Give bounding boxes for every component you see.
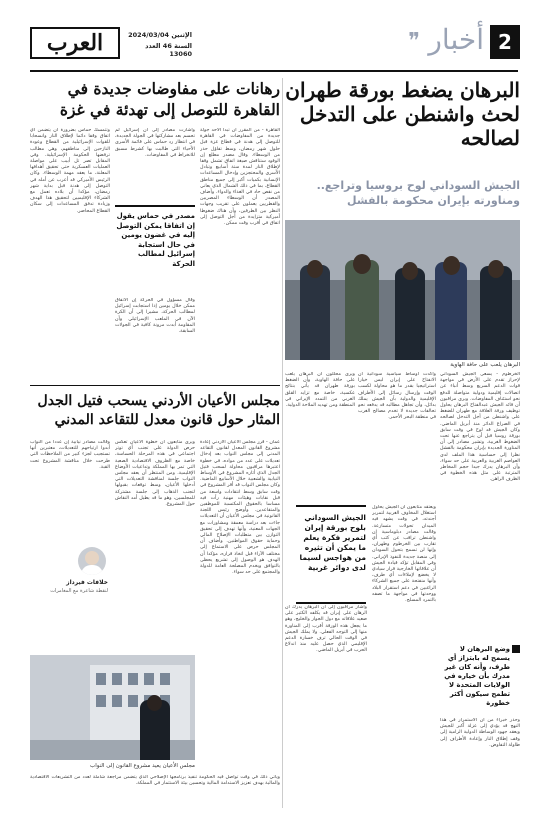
cairo-pull-quote: مصدر في حماس يقول إن اتفاقا يمكن التوصل إليه في غضون يومين في حال استجابة إسرائيل لمطالب الحركة (116, 212, 195, 268)
author-name: خلافات فيرداز (66, 579, 108, 586)
cairo-body-col-4: وقال مسؤول في الحركة إن الاتفاق ممكن خلال يومين إذا استجابت إسرائيل لمطالب الحركة، مشيرا إلى أن الكرة الآن في الملعب الإسرائيلي وأن المقاومة أبدت مرونة كافية في الجولات السابقة. (115, 298, 195, 335)
cairo-headline: رهانات على مفاوضات جديدة في القاهرة للتوصل إلى تهدئة في غزة (59, 79, 280, 119)
logo-text: العرب (46, 30, 104, 56)
lead-body-col-3: ويرى محللون أن البرهان يلعب على حافة الهاوية، وأن الضغط بورقة طهران قد يأتي بنتائج عكسية، خاصة مع تزايد القلق الغربي من التمدد الإيراني في المنطقة ومن تهديد الملاحة الدولية. (285, 372, 355, 409)
cairo-body-col-3: وتتمسك حماس بضرورة أن يتضمن أي اتفاق وقفا دائما لإطلاق النار وانسحابا للقوات الإسرائيلية من القطاع وعودة النازحين إلى مناطقهم، وهي مطالب ترفضها الحكومة الإسرائيلية. وفي المقابل تصر تل أبيب على مواصلة العمليات العسكرية حتى تحقيق أهدافها المعلنة، ما يعقد مهمة الوسطاء. وكان الرئيس الأميركي قد أعرب عن أمله في التوصل إلى هدنة قبل بداية شهر رمضان، مؤكدا أن بلاده تعمل مع الشركاء الإقليميين لتحقيق هذا الهدف وزيادة تدفق المساعدات إلى سكان القطاع المحاصر. (30, 128, 110, 214)
author-box (30, 545, 110, 615)
lead-quote-box (296, 505, 366, 604)
logo (30, 27, 120, 59)
side-quote: وضع البرهان لا يسمح له بابتزاز أي طرف، وأنه كان غير مدرك بأن خياره في الولايات المتحدة لا تطمح سيكون أكثر خطورة (444, 645, 510, 707)
header-rule (30, 70, 518, 72)
column-divider (282, 78, 283, 808)
lead-photo (285, 220, 520, 360)
cairo-pull-quote-box (115, 205, 195, 297)
section-number: 2 (490, 25, 520, 59)
lead-photo-caption: البرهان يلعب على حافة الهاوية (450, 362, 520, 368)
lead-headline: البرهان يضغط بورقة طهران لحث واشنطن على التدخل لصالحه (285, 78, 520, 150)
jordan-headline: مجلس الأعيان الأردني يسحب فتيل الجدل المثار حول قانون معدل للتقاعد المدني (37, 393, 280, 428)
section-tag (370, 25, 520, 59)
jordan-body-col-1: عمان - قرر مجلس الأعيان الأردني إعادة مشروع القانون المعدل لقانون التقاعد المدني إلى مجلس النواب بعد إدخال تعديلات على عدد من مواده، في خطوة اعتبرها مراقبون محاولة لسحب فتيل الجدل الذي أثاره المشروع في الأوساط النيابية والشعبية خلال الأسابيع الماضية. وكان مجلس النواب قد أقر المشروع في وقت سابق وسط انتقادات واسعة من قبل نقابات وهيئات مهنية رأت فيه مساسا بالحقوق المكتسبة للموظفين والمتقاعدين. وأوضح رئيس اللجنة القانونية في مجلس الأعيان أن التعديلات جاءت بعد دراسة معمقة ومشاورات مع الجهات المعنية، وأنها تهدف إلى تحقيق التوازن بين متطلبات الإصلاح المالي وحماية حقوق المواطنين. وأضاف أن المجلس حرص على الاستماع إلى مختلف الآراء قبل اتخاذ قراره، مؤكدا أن الهدف هو الوصول إلى تشريع يحظى بالتوافق ويخدم المصلحة العامة للدولة والمجتمع على حد سواء. (200, 440, 280, 576)
lead-body-col-6: وحذر خبراء من أن الاستمرار في هذا النهج قد يؤدي إلى عزلة أكبر للجيش ويعقد جهود الوساطة الدولية الرامية إلى وقف إطلاق النار وإعادة الأطراف إلى طاولة التفاوض. (440, 718, 520, 748)
lead-quote: الجيش السوداني بلوح بورقة إيران لتمرير فكرة يعلم ما يمكن أن تثيره من هواجس لسيما لدى دوائر غربية (299, 513, 366, 572)
lead-body-col-5: وأشار مراقبون إلى أن البرهان يدرك أن الرهان على إيران قد يكلفه الكثير على صعيد علاقاته مع دول الجوار والخليج، وهو ما يجعل هذه الورقة أقرب إلى المناورة منها إلى التوجه الفعلي. ولا يملك الجيش في الوقت الحالي ترف خسارة الدعم الإقليمي الذي حصل عليه منذ اندلاع الحرب في أبريل الماضي. (285, 605, 367, 654)
masthead (30, 25, 250, 65)
issue-number: السنة 46 العدد 13060 (145, 42, 192, 58)
jordan-body-col-5: ويأتي ذلك في وقت تواصل فيه الحكومة تنفيذ برنامجها الإصلاحي الذي يتضمن مراجعة شاملة لعدد من التشريعات الاقتصادية والمالية بهدف تعزيز الاستدامة المالية وتحسين بيئة الاستثمار في المملكة. (30, 775, 280, 787)
side-quote-box (440, 645, 520, 715)
jordan-photo-caption: مجلس الأعيان يعيد مشروع القانون إلى النواب (90, 763, 195, 769)
lead-subhead: الجيش السوداني لوح بروسيا وتراجع.. ومناورته بإيران محكومة بالفشل (316, 179, 520, 207)
jordan-body-col-3: وقالت مصادر نيابية إن عددا من النواب أبدوا ارتياحهم للتعديلات، معتبرين أنها تستجيب لجزء كبير من الملاحظات التي طرحت خلال مناقشة المشروع تحت القبة. (30, 440, 110, 470)
issue-date: الإثنين 2024/03/04 (128, 31, 192, 39)
cairo-body-col-2: وأشارت مصادر إلى أن إسرائيل لم تحسم بعد مشاركتها في الجولة الجديدة، في انتظار رد حماس على قائمة الأسرى الأحياء التي طالبت بها كشرط مسبق للانخراط في المفاوضات. (115, 128, 195, 158)
date-block (122, 31, 192, 58)
quote-mark-icon: ❞ (408, 29, 420, 54)
author-role: لنقطة شاعرة مع المغامرات (50, 588, 108, 594)
cairo-body-col-1: القاهرة - من المقرر أن تبدأ الأحد جولة جديدة من المفاوضات في القاهرة للتوصل إلى هدنة في قطاع غزة قبل حلول شهر رمضان، وسط تفاؤل حذر من الوسطاء. وقال مصدر مطلع إن الوفود ستناقش صيغة اتفاق تشمل وقفا لإطلاق النار لمدة ستة أسابيع وتبادل الأسرى والمحتجزين وإدخال المساعدات الإنسانية بكميات أكبر إلى جميع مناطق القطاع، بما في ذلك الشمال الذي يعاني من نقص حاد في الغذاء والدواء. وأضاف المصدر أن الوسطاء المصريين والقطريين يعملون على تقريب وجهات النظر بين الطرفين، وأن هناك ضغوطا أميركية متزايدة من أجل التوصل إلى اتفاق في أقرب وقت ممكن. (200, 128, 280, 227)
jordan-body-col-2: ويرى متابعون أن خطوة الأعيان تعكس حرص الدولة على تجنب أي توتر اجتماعي في هذه المرحلة الحساسة، خاصة مع الظروف الاقتصادية الصعبة التي تمر بها المملكة وتداعيات الأوضاع الإقليمية. ومن المنتظر أن يعقد مجلس النواب جلسة لمناقشة التعديلات التي أدخلها الأعيان، وسط توقعات بقبولها لتجنب الذهاب إلى جلسة مشتركة للمجلسين، وهو ما قد يطيل أمد النقاش حول المشروع. (115, 440, 195, 508)
jordan-photo (30, 655, 195, 760)
jordan-rule (30, 385, 280, 386)
lead-body-col-1: الخرطوم - يسعى الجيش السوداني لإحراز تقدم على الأرض في مواجهة قوات الدعم السريع وسط أنباء عن اتصالات إقليمية ودولية متواصلة للدفع نحو استئناف المفاوضات. ويرى مراقبون أن قائد الجيش عبدالفتاح البرهان يحاول توظيف ورقة العلاقة مع طهران للضغط على واشنطن من أجل التدخل لصالحه في الصراع الدائر منذ أبريل الماضي. وكان الجيش قد لوح في وقت سابق بورقة روسيا قبل أن يتراجع عنها تحت الضغوط الغربية. وتشير مصادر إلى أن المناورة الجديدة بإيران محكومة بالفشل نظرا إلى حساسية هذا الملف لدى العواصم الغربية والعربية على حد سواء، وأن البرهان يدرك جيدا حجم المخاطر المترتبة على مثل هذه الخطوة في الظرف الراهن. (440, 372, 520, 483)
lead-body-col-4: ويعتقد متابعون أن الجيش يحاول استغلال المخاوف الغربية لتمرير أجندته، في وقت يشهد فيه الميدان تحولات متسارعة. وقالت مصادر دبلوماسية إن واشنطن تراقب عن كثب أي تقارب بين الخرطوم وطهران، وإنها لن تسمح بتحول السودان إلى منصة جديدة للنفوذ الإيراني. وفي المقابل تؤكد قيادة الجيش أن علاقاتها الخارجية قرار سيادي لا يخضع لإملاءات أي طرف، وأنها منفتحة على جميع الشركاء الراغبين في دعم استقرار البلاد ووحدتها في مواجهة ما تصفه بالتمرد المسلح. (372, 505, 436, 604)
author-avatar (78, 547, 106, 575)
section-title: أخبار (428, 23, 484, 56)
lead-body-col-2: وأكدت أوساط سياسية سودانية أن الانفتاح على إيران ليس خيارا استراتيجيا بقدر ما هو محاولة لكسب الوقت وإرسال رسائل إلى الأطراف الإقليمية والدولية بأن الجيش يملك بدائل، وأن تجاهل مطالبه قد يدفعه نحو تحالفات جديدة لا تخدم مصالح الغرب في منطقة البحر الأحمر. (358, 372, 436, 421)
